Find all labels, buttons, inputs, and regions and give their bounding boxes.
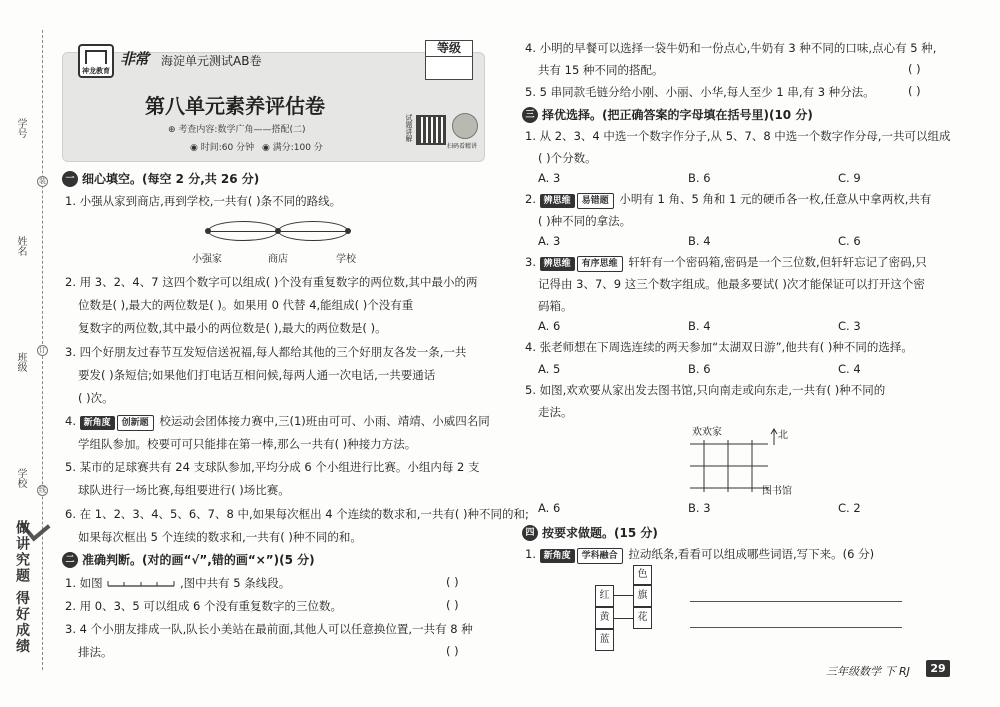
qr-caption: 试题讲解	[405, 114, 413, 142]
route-label-home: 小强家	[192, 254, 222, 265]
tag-new-angle: 新角度	[540, 549, 575, 563]
gate-icon	[85, 50, 107, 64]
question-2-4-cont: 共有 15 种不同的搭配。	[538, 63, 664, 77]
option-b[interactable]: B. 6	[688, 171, 711, 185]
strip-cell: 旗	[633, 585, 652, 607]
map-north-label: 北	[778, 430, 788, 441]
tag-thinking: 辨思维	[540, 194, 575, 208]
option-c[interactable]: C. 6	[838, 234, 861, 248]
question-1-3: 3. 四个好朋友过春节互发短信送祝福,每人都给其他的三个好朋友各发一条,一共	[65, 345, 467, 359]
section-3-heading	[522, 106, 813, 123]
grade-label: 等级	[425, 40, 473, 57]
question-1-4	[65, 413, 490, 431]
margin-label-name: 姓名	[15, 236, 26, 256]
strip-cell: 花	[633, 607, 652, 629]
option-a[interactable]: A. 6	[538, 319, 561, 333]
tag-cross-subject: 学科融合	[577, 548, 623, 564]
answer-paren[interactable]: ( )	[908, 84, 921, 98]
question-3-3-cont: 码箱。	[538, 299, 573, 313]
question-number: 3.	[525, 255, 536, 269]
question-2-2: 2. 用 0、3、5 可以组成 6 个没有重复数字的三位数。	[65, 599, 343, 613]
question-text: 拉动纸条,看看可以组成哪些词语,写下来。(6 分)	[628, 547, 875, 561]
option-a[interactable]: A. 5	[538, 362, 561, 376]
map-home-label: 欢欢家	[692, 427, 722, 438]
section-number: 一	[62, 171, 78, 187]
option-b[interactable]: B. 6	[688, 362, 711, 376]
owl-label: 扫码看精讲	[447, 143, 478, 150]
question-3-1: 1. 从 2、3、4 中选一个数字作分子,从 5、7、8 中选一个数字作分母,一共可以组成	[525, 129, 951, 143]
question-number: 1.	[525, 547, 536, 561]
section-number: 三	[522, 107, 538, 123]
time-text: 时间:60 分钟	[200, 143, 255, 153]
question-1-4-cont: 学组队参加。校要可可只能排在第一棒,那么一共有( )种接力方法。	[78, 437, 417, 451]
segment-figure	[106, 579, 176, 589]
page-number: 29	[926, 660, 950, 677]
section-title: 细心填空。(每空 2 分,共 26 分)	[82, 172, 260, 186]
option-a[interactable]: A. 6	[538, 501, 561, 515]
route-node	[205, 228, 211, 234]
question-text: 1. 如图	[65, 576, 103, 590]
question-1-3-cont: 要发( )条短信;如果他们打电话互相问候,每两人通一次电话,一共要通话	[78, 368, 436, 382]
question-text: 轩轩有一个密码箱,密码是一个三位数,但轩轩忘记了密码,只	[628, 255, 927, 269]
answer-paren[interactable]: ( )	[446, 644, 459, 658]
scope-text: 考查内容:数学广角——搭配(二)	[178, 125, 306, 135]
question-2-3-cont: 排法。	[78, 645, 113, 659]
option-b[interactable]: B. 3	[688, 501, 711, 515]
margin-label-id: 学号	[15, 118, 26, 138]
tag-thinking: 辨思维	[540, 257, 575, 271]
strip-cell: 红	[595, 585, 614, 607]
question-2-1	[65, 575, 290, 591]
route-node	[275, 228, 281, 234]
binding-ring: 装	[39, 177, 46, 185]
question-text: ,图中共有 5 条线段。	[179, 576, 291, 590]
option-c[interactable]: C. 9	[838, 171, 861, 185]
binding-ring: 线	[39, 486, 46, 494]
tag-error-prone: 易错题	[577, 193, 614, 209]
question-number: 4.	[65, 414, 76, 428]
map-library-label: 图书馆	[762, 486, 792, 497]
strip-cell: 色	[633, 565, 652, 585]
option-a[interactable]: A. 3	[538, 234, 561, 248]
strip-connector	[614, 595, 633, 619]
series-name: 海淀单元测试AB卷	[161, 54, 262, 68]
section-title: 按要求做题。(15 分)	[542, 526, 658, 540]
binding-ring: 订	[39, 346, 46, 354]
route-diagram	[204, 220, 354, 246]
brand-name: 非常	[120, 50, 149, 68]
question-1-2: 2. 用 3、2、4、7 这四个数字可以组成( )个没有重复数字的两位数,其中最小的两	[65, 275, 478, 289]
question-1-3-cont: ( )次。	[78, 391, 114, 405]
option-c[interactable]: C. 3	[838, 319, 861, 333]
route-path	[208, 221, 278, 241]
question-3-4: 4. 张老师想在下周选连续的两天参加“太湖双日游”,他共有( )种不同的选择。	[525, 340, 913, 354]
question-1-2-cont: 位数是( ),最大的两位数是( )。如果用 0 代替 4,能组成( )个没有重	[78, 298, 414, 312]
owl-mascot-icon	[452, 113, 478, 139]
answer-line[interactable]	[690, 601, 902, 602]
tag-new-angle: 新角度	[80, 416, 115, 430]
question-3-3-cont: 记得由 3、7、9 这三个数字组成。他最多要试( )次才能保证可以打开这个密	[538, 277, 925, 291]
exam-time: ◉ 时间:60 分钟	[190, 143, 255, 153]
question-3-2	[525, 191, 931, 209]
street-grid-map	[690, 440, 768, 492]
question-3-1-cont: ( )个分数。	[538, 151, 597, 165]
route-node	[345, 228, 351, 234]
section-4-heading	[522, 524, 658, 541]
margin-label-school: 学校	[15, 468, 26, 488]
question-number: 2.	[525, 192, 536, 206]
question-1-6: 6. 在 1、2、3、4、5、6、7、8 中,如果每次框出 4 个连续的数求和,一共有( )种不同的和;	[65, 507, 529, 521]
answer-paren[interactable]: ( )	[908, 62, 921, 76]
question-2-3: 3. 4 个小朋友排成一队,队长小美站在最前面,其他人可以任意换位置,一共有 8 种	[65, 622, 473, 636]
margin-label-class: 班级	[15, 352, 26, 372]
strip-cell: 黄	[595, 607, 614, 629]
qr-code-icon[interactable]	[416, 115, 446, 145]
question-1-6-cont: 如果每次框出 5 个连续的数求和,一共有( )种不同的和。	[78, 530, 362, 544]
paper-strip-figure	[590, 565, 670, 655]
answer-paren[interactable]: ( )	[446, 598, 459, 612]
exam-scope: ⊕ 考查内容:数学广角——搭配(二)	[168, 125, 306, 135]
footer-subject: 三年级数学 下 RJ	[826, 665, 910, 678]
section-title: 准确判断。(对的画“√”,错的画“×”)(5 分)	[82, 553, 315, 567]
question-3-2-cont: ( )种不同的拿法。	[538, 214, 632, 228]
strip-cell: 蓝	[595, 629, 614, 651]
question-1-2-cont: 复数字的两位数,其中最小的两位数是( ),最大的两位数是( )。	[78, 321, 387, 335]
question-3-3	[525, 254, 927, 272]
question-3-5-cont: 走法。	[538, 405, 573, 419]
section-1-heading	[62, 170, 259, 187]
section-2-heading	[62, 551, 315, 568]
section-number: 四	[522, 525, 538, 541]
answer-line[interactable]	[690, 627, 902, 628]
route-label-school: 学校	[336, 254, 356, 265]
question-4-1	[525, 546, 874, 564]
logo-text: 神龙教育	[82, 67, 110, 75]
question-3-5: 5. 如图,欢欢要从家出发去图书馆,只向南走或向东走,一共有( )种不同的	[525, 383, 886, 397]
tag-innovative: 创新题	[117, 415, 154, 431]
tag-ordered-thinking: 有序思维	[577, 256, 623, 272]
option-b[interactable]: B. 4	[688, 234, 711, 248]
answer-paren[interactable]: ( )	[446, 575, 459, 589]
question-1-5-cont: 球队进行一场比赛,每组要进行( )场比赛。	[78, 483, 290, 497]
exam-score: ◉ 满分:100 分	[262, 143, 323, 153]
section-number: 二	[62, 552, 78, 568]
north-arrow-icon	[770, 428, 782, 446]
exam-title: 第八单元素养评估卷	[145, 94, 325, 118]
question-2-4: 4. 小明的早餐可以选择一袋牛奶和一份点心,牛奶有 3 种不同的口味,点心有 5 种,	[525, 41, 937, 55]
section-title: 择优选择。(把正确答案的字母填在括号里)(10 分)	[542, 108, 813, 122]
margin-slogan: 做讲究题 得好成绩	[14, 520, 30, 655]
question-text: 小明有 1 角、5 角和 1 元的硬币各一枚,任意从中拿两枚,共有	[619, 192, 932, 206]
question-1-5: 5. 某市的足球赛共有 24 支球队参加,平均分成 6 个小组进行比赛。小组内每 2 支	[65, 460, 480, 474]
route-label-shop: 商店	[268, 254, 288, 265]
option-c[interactable]: C. 2	[838, 501, 861, 515]
question-text: 校运动会团体接力赛中,三(1)班由可可、小雨、靖靖、小威四名同	[159, 414, 490, 428]
question-2-5: 5. 5 串同款毛链分给小刚、小丽、小华,每人至少 1 串,有 3 种分法。	[525, 85, 875, 99]
option-a[interactable]: A. 3	[538, 171, 561, 185]
option-b[interactable]: B. 4	[688, 319, 711, 333]
score-text: 满分:100 分	[272, 143, 323, 153]
route-path	[278, 221, 348, 241]
question-1-1: 1. 小强从家到商店,再到学校,一共有( )条不同的路线。	[65, 194, 342, 208]
option-c[interactable]: C. 4	[838, 362, 861, 376]
